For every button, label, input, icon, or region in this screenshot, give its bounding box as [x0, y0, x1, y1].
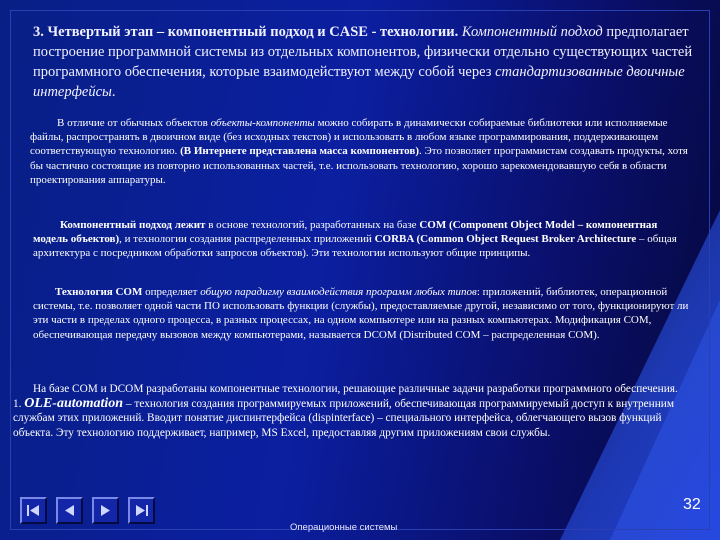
- p1-text-c: можно собирать в динамически собираемые библиотеки или исполняемые файлы, распространять в двоичном виде (без исходных текстов) и использовать в любом языке программирования, поддерживающем соответствующую технологию.: [30, 117, 668, 158]
- p2-text-d: , и технологии создания распределенных приложений: [119, 233, 375, 246]
- title-body: предполагает построение программной системы из отдельных компонентов, физически отдельно существующих частей программного обеспечения, которые взаимодействуют между собой через: [33, 24, 693, 80]
- p1-term: объекты-компоненты: [210, 117, 315, 129]
- paragraph-ole: [13, 382, 703, 440]
- first-slide-button[interactable]: [20, 497, 47, 524]
- p2-text-f: – общая архитектура с посредником обработки запросов объектов). Эти технологии используют общие принципы.: [33, 233, 677, 260]
- p1-bold-note: (В Интернете представлена масса компонентов): [180, 145, 420, 158]
- paragraph-com-technology: [33, 285, 693, 342]
- term-component-approach: Компонентный подход: [461, 24, 603, 40]
- p3-italic-paradigm: общую парадигму взаимодействия программ любых типов: [200, 286, 477, 298]
- page-number: 32: [683, 496, 701, 513]
- title-end: .: [111, 84, 116, 100]
- p1-text-e: . Это позволяет программистам создавать продукты, хотя бы частично состоящие из повторно использованных частей, т.е. использовать технологию, хорошо зарекомендовавшую себя в области проектирования аппаратуры.: [30, 145, 688, 186]
- p4-number: 1.: [13, 397, 25, 410]
- p2-bold-com: COM (Component Object Model – компонентная модель объектов): [33, 219, 658, 246]
- next-slide-button[interactable]: [92, 497, 119, 524]
- p4-body: – технология создания программируемых приложений, обеспечивающая программируемый доступ к внутренним службам этих приложений. Вводит понятие диспинтерфейса (dispinterface) – специального интерфейса, облегчающего вызов функций объекта. Эту технологию поддерживает, например, MS Excel, предоставляя другим приложениям свои службы.: [13, 397, 674, 439]
- term-binary-interfaces: стандартизованные двоичные интерфейсы: [33, 64, 685, 100]
- paragraph-com-corba: [33, 218, 688, 261]
- p2-text-b: в основе технологий, разработанных на базе: [205, 219, 420, 231]
- prev-icon: [61, 502, 78, 519]
- p3-text-b: определяет: [142, 286, 201, 298]
- p4-item-ole: [13, 397, 703, 441]
- last-icon: [133, 502, 150, 519]
- p2-bold-lead: Компонентный подход лежит: [60, 219, 206, 231]
- navigation-bar: [20, 497, 155, 524]
- footer-title: Операционные системы: [290, 522, 398, 533]
- p4-intro: На базе COM и DCOM разработаны компонентные технологии, решающие различные задачи разработки программного обеспечения.: [33, 383, 678, 395]
- p1-text-a: В отличие от обычных объектов: [57, 117, 211, 129]
- slide-heading: 3. Четвертый этап – компонентный подход и CASE - технологии.: [33, 24, 459, 40]
- last-slide-button[interactable]: [128, 497, 155, 524]
- p4-term-ole: OLE-automation: [24, 395, 124, 411]
- slide-title-block: [33, 22, 693, 102]
- paragraph-components: [30, 116, 698, 187]
- p3-text-d: : приложений, библиотек, операционной системы, т.е. позволяет одной части ПО использовать функции (службы), предоставляемые другой, независимо от того, функционируют ли эти части в пределах одного процесса, в разных процессах, на одном компьютере или на разных компьютерах. Модификация COM, обеспечивающая передачу вызовов между компьютерами, называется DCOM (Distributed COM – распределенная COM).: [33, 286, 689, 341]
- p2-bold-corba: CORBA (Common Object Request Broker Architecture: [374, 233, 637, 246]
- previous-slide-button[interactable]: [56, 497, 83, 524]
- next-icon: [97, 502, 114, 519]
- first-icon: [25, 502, 42, 519]
- p3-bold-lead: Технология COM: [55, 286, 143, 298]
